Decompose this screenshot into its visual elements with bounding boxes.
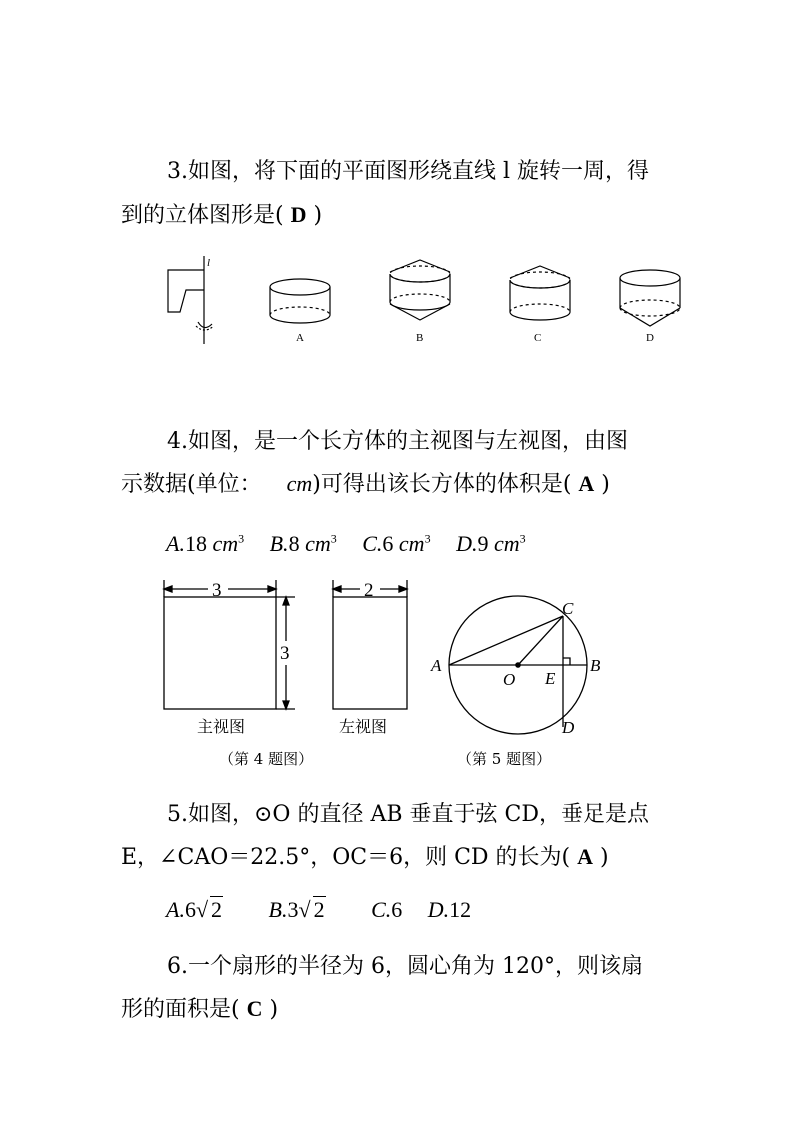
side-view-rect [333,597,407,709]
q3-stem-end: 到的立体图形是( [121,203,291,228]
side-view-label: 左视图 [339,717,388,736]
q6-stem-close: ) [262,997,279,1022]
right-angle-mark [563,658,570,665]
point-a-label: A [431,656,442,675]
q3-answer: D [290,202,307,227]
point-e-label: E [545,669,556,688]
q5-option-d: D.12 [427,897,472,922]
option-b-solid [390,260,450,320]
q4-text-line2 [121,469,610,500]
option-a-solid [270,279,330,323]
q5-figure [425,590,620,775]
q4-figure-caption: （第 4 题图） [219,750,314,768]
q4-option-d: D.9 $cm^3$ [456,531,526,557]
front-width-label: 3 [212,580,222,601]
option-b-label: B [416,332,424,344]
option-c-solid [510,266,570,320]
q3-text-line1: 3.如图，将下面的平面图形绕直线 l 旋转一周，得 [167,159,650,184]
point-c-label: C [562,599,574,618]
q6-text-line1: 6.一个扇形的半径为 6，圆心角为 120°，则该扇 [167,954,643,979]
front-height-label: 3 [280,643,290,664]
q4-text-line1: 4.如图，是一个长方体的主视图与左视图，由图 [167,429,628,454]
point-b-label: B [590,656,601,675]
q4-options [166,524,546,559]
segment-oc [518,616,563,665]
q5-stem-end: E，∠CAO＝22.5°，OC＝6，则 CD 的长为( [121,845,578,870]
q6-stem-end: 形的面积是( [121,997,247,1022]
option-c-label: C [534,332,542,344]
rotation-arrow-icon [198,322,212,328]
q4-option-b: B.8 $cm^3$ [269,531,337,557]
q4-stem-close: ) [594,472,610,497]
q3-stem-close: ) [306,203,323,228]
q4-option-c: C.6 $cm^3$ [362,531,431,557]
front-view-label: 主视图 [197,717,246,736]
q5-figure-caption: （第 5 题图） [457,750,552,768]
segment-ac [449,616,563,665]
q6-answer: C [246,996,263,1021]
front-view-rect [164,597,276,709]
q5-options [166,895,491,925]
q5-text-line2 [121,842,609,873]
q4-answer: A [578,471,595,496]
q3-text-line2 [121,200,322,231]
option-d-label: D [646,332,654,344]
option-a-label: A [296,332,304,344]
q4-option-a: A.18 $cm^3$ [166,531,245,557]
point-o-label: O [503,670,516,689]
q4-stem-mid: )可得出该长方体的体积是( [312,472,579,497]
q4-stem-start: 示数据(单位： [121,472,262,497]
option-d-solid [620,270,680,326]
q5-stem-close: ) [593,845,609,870]
q3-figure [160,252,700,352]
q5-option-b: B.3√ 2 [268,897,325,922]
q4-figure [155,575,425,775]
q5-option-a: A.6√ 2 [166,897,223,922]
q6-text-line2 [121,994,278,1025]
axis-label: l [207,257,211,269]
q5-answer: A [577,844,594,869]
q5-option-c: C.6 [371,897,403,922]
q4-unit: cm [286,471,313,496]
point-d-label: D [562,718,575,737]
plane-shape [168,270,204,312]
q5-text-line1: 5.如图，⊙O 的直径 AB 垂直于弦 CD，垂足是点 [167,802,649,827]
center-point [515,662,521,668]
side-width-label: 2 [364,580,374,601]
